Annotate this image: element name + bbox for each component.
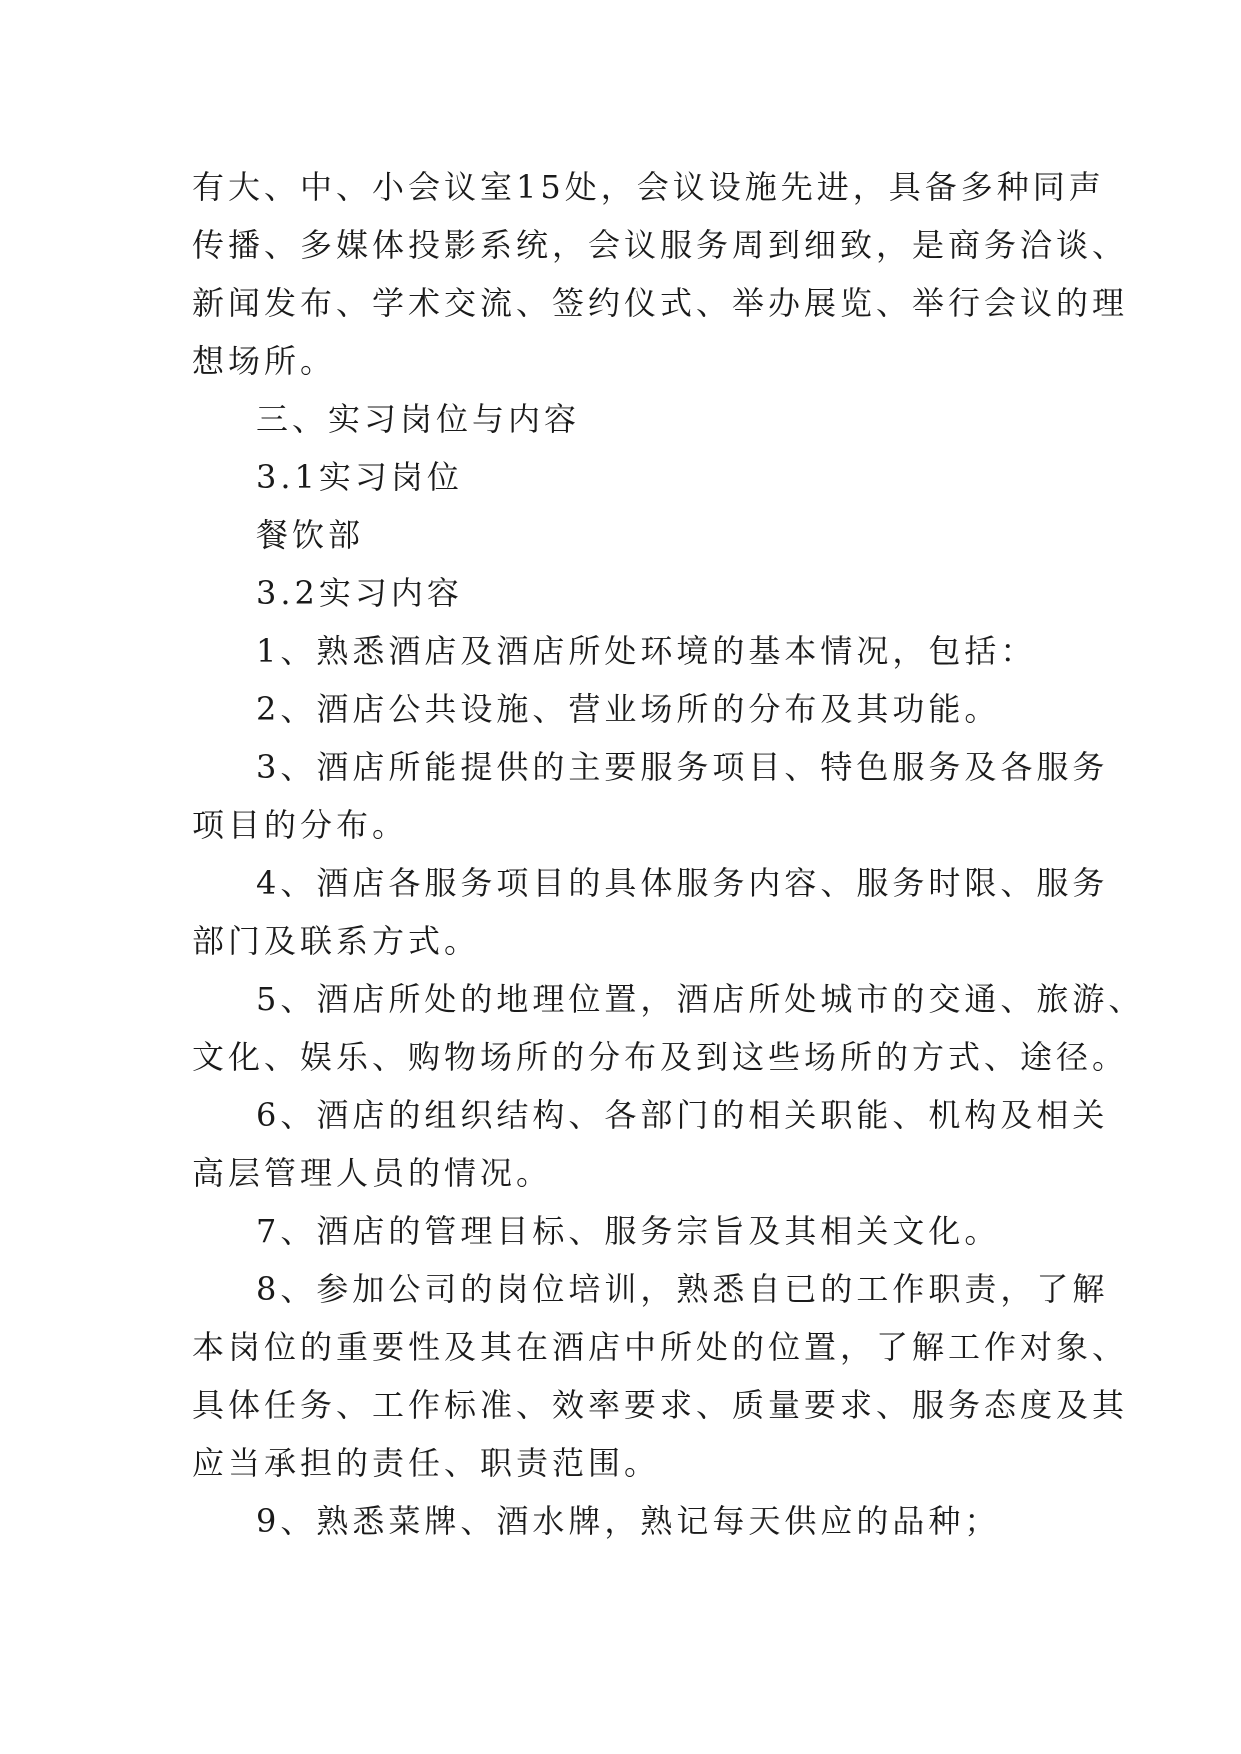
- list-item-continuation: 部门及联系方式。: [192, 922, 481, 960]
- document-page: [192, 158, 1145, 1550]
- paragraph-line: 餐饮部: [256, 516, 365, 554]
- paragraph-line: 想场所。: [192, 342, 337, 380]
- list-item: 1、熟悉酒店及酒店所处环境的基本情况，包括：: [256, 632, 1037, 670]
- list-item: 6、酒店的组织结构、各部门的相关职能、机构及相关: [256, 1096, 1109, 1134]
- list-item-continuation: 具体任务、工作标准、效率要求、质量要求、服务态度及其: [192, 1386, 1129, 1424]
- list-item: 7、酒店的管理目标、服务宗旨及其相关文化。: [256, 1212, 1001, 1250]
- subsection-heading: 3.2实习内容: [256, 574, 463, 612]
- list-item-continuation: 项目的分布。: [192, 806, 409, 844]
- list-item-continuation: 文化、娱乐、购物场所的分布及到这些场所的方式、途径。: [192, 1038, 1129, 1076]
- list-item: 2、酒店公共设施、营业场所的分布及其功能。: [256, 690, 1001, 728]
- list-item-continuation: 本岗位的重要性及其在酒店中所处的位置，了解工作对象、: [192, 1328, 1129, 1366]
- subsection-heading: 3.1实习岗位: [256, 458, 463, 496]
- list-item: 5、酒店所处的地理位置，酒店所处城市的交通、旅游、: [256, 980, 1145, 1018]
- list-item: 3、酒店所能提供的主要服务项目、特色服务及各服务: [256, 748, 1109, 786]
- list-item-continuation: 高层管理人员的情况。: [192, 1154, 553, 1192]
- list-item: 4、酒店各服务项目的具体服务内容、服务时限、服务: [256, 864, 1109, 902]
- paragraph-line: 新闻发布、学术交流、签约仪式、举办展览、举行会议的理: [192, 284, 1129, 322]
- paragraph-line: 传播、多媒体投影系统，会议服务周到细致，是商务洽谈、: [192, 226, 1129, 264]
- section-heading: 三、实习岗位与内容: [256, 400, 581, 438]
- list-item: 8、参加公司的岗位培训，熟悉自已的工作职责，了解: [256, 1270, 1109, 1308]
- list-item-continuation: 应当承担的责任、职责范围。: [192, 1444, 661, 1482]
- list-item: 9、熟悉菜牌、酒水牌，熟记每天供应的品种；: [256, 1502, 1001, 1540]
- paragraph-line: 有大、中、小会议室15处，会议设施先进，具备多种同声: [192, 168, 1105, 206]
